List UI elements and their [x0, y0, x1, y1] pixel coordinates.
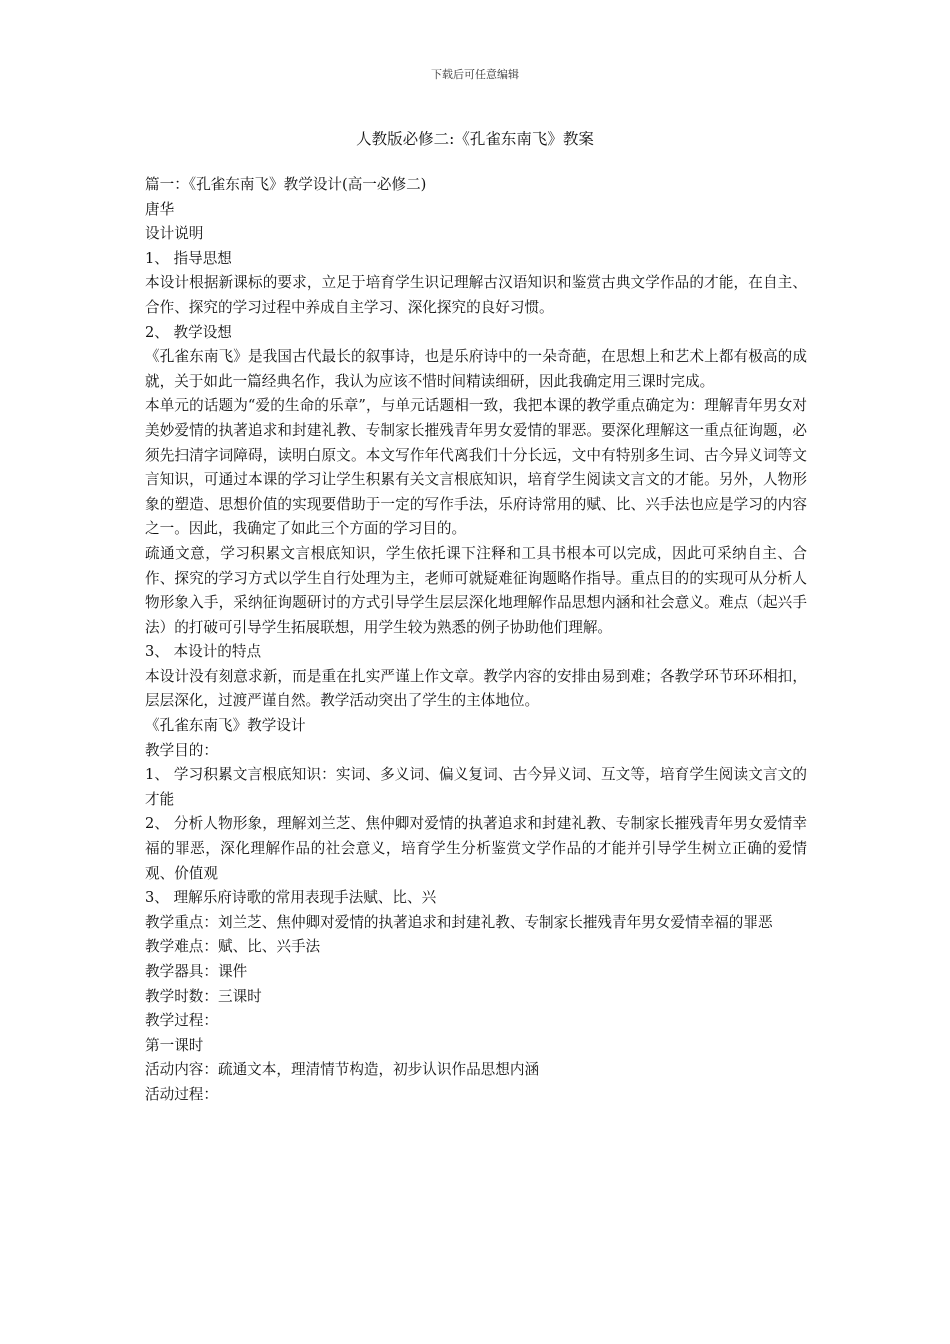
- paragraph: 教学重点：刘兰芝、焦仲卿对爱情的执著追求和封建礼教、专制家长摧残青年男女爱情幸福的罪恶: [145, 913, 773, 931]
- paragraph: 2、 分析人物形象，理解刘兰芝、焦仲卿对爱情的执著追求和封建礼教、专制家长摧残青年男女爱情幸福的罪恶，深化理解作品的社会意义，培育学生分析鉴赏文学作品的才能并引导学生树立正确的爱情观、价值观: [145, 815, 807, 882]
- paragraph: 本单元的话题为“爱的生命的乐章”，与单元话题相一致，我把本课的教学重点确定为：理解青年男女对美妙爱情的执著追求和封建礼教、专制家长摧残青年男女爱情的罪恶。要深化理解这一重点征询题，必须先扫清字词障碍，读明白原文。本文写作年代离我们十分长远，文中有特别多生词、古今异义词等文言知识，可通过本课的学习让学生积累有关文言根底知识，培育学生阅读文言文的才能。另外，人物形象的塑造、思想价值的实现要借助于一定的写作手法，乐府诗常用的赋、比、兴手法也应是学习的内容之一。因此，我确定了如此三个方面的学习目的。: [145, 397, 807, 538]
- document-body: [145, 173, 807, 1108]
- paragraph: 教学目的：: [145, 741, 218, 759]
- paragraph: 设计说明: [145, 225, 204, 243]
- paragraph: 《孔雀东南飞》教学设计: [145, 717, 306, 735]
- paragraph: 本设计根据新课标的要求，立足于培育学生识记理解古汉语知识和鉴赏古典文学作品的才能，在自主、合作、探究的学习过程中养成自主学习、深化探究的良好习惯。: [145, 274, 807, 316]
- paragraph: 本设计没有刻意求新，而是重在扎实严谨上作文章。教学内容的安排由易到难；各教学环节环环相扣，层层深化，过渡严谨自然。教学活动突出了学生的主体地位。: [145, 667, 807, 710]
- paragraph: 篇一：《孔雀东南飞》教学设计(高一必修二): [145, 176, 427, 193]
- paragraph: 《孔雀东南飞》是我国古代最长的叙事诗，也是乐府诗中的一朵奇葩，在思想上和艺术上都有极高的成就，关于如此一篇经典名作，我认为应该不惜时间精读细研，因此我确定用三课时完成。: [145, 348, 807, 390]
- paragraph: 唐华: [145, 200, 175, 218]
- paragraph: 第一课时: [145, 1036, 204, 1054]
- paragraph: 2、 教学设想: [145, 323, 232, 341]
- paragraph: 教学时数：三课时: [145, 987, 262, 1005]
- paragraph: 教学难点：赋、比、兴手法: [145, 938, 321, 956]
- header-note: 下载后可任意编辑: [431, 68, 519, 81]
- paragraph: 活动过程：: [145, 1085, 218, 1103]
- paragraph: 疏通文意，学习积累文言根底知识，学生依托课下注释和工具书根本可以完成，因此可采纳自主、合作、探究的学习方式以学生自行处理为主，老师可就疑难征询题略作指导。重点目的的实现可从分析人物形象入手，采纳征询题研讨的方式引导学生层层深化地理解作品思想内涵和社会意义。难点（起兴手法）的打破可引导学生拓展联想，用学生较为熟悉的例子协助他们理解。: [145, 544, 807, 636]
- paragraph: 1、 学习积累文言根底知识：实词、多义词、偏义复词、古今异义词、互文等，培育学生阅读文言文的才能: [145, 766, 807, 808]
- document-title: 人教版必修二:《孔雀东南飞》教案: [356, 130, 594, 148]
- paragraph: 教学器具：课件: [145, 963, 248, 980]
- paragraph: 3、 理解乐府诗歌的常用表现手法赋、比、兴: [145, 889, 437, 907]
- paragraph: 教学过程：: [145, 1012, 218, 1030]
- paragraph: 1、 指导思想: [145, 249, 232, 267]
- paragraph: 3、 本设计的特点: [145, 643, 262, 661]
- paragraph: 活动内容：疏通文本，理清情节构造，初步认识作品思想内涵: [145, 1061, 540, 1079]
